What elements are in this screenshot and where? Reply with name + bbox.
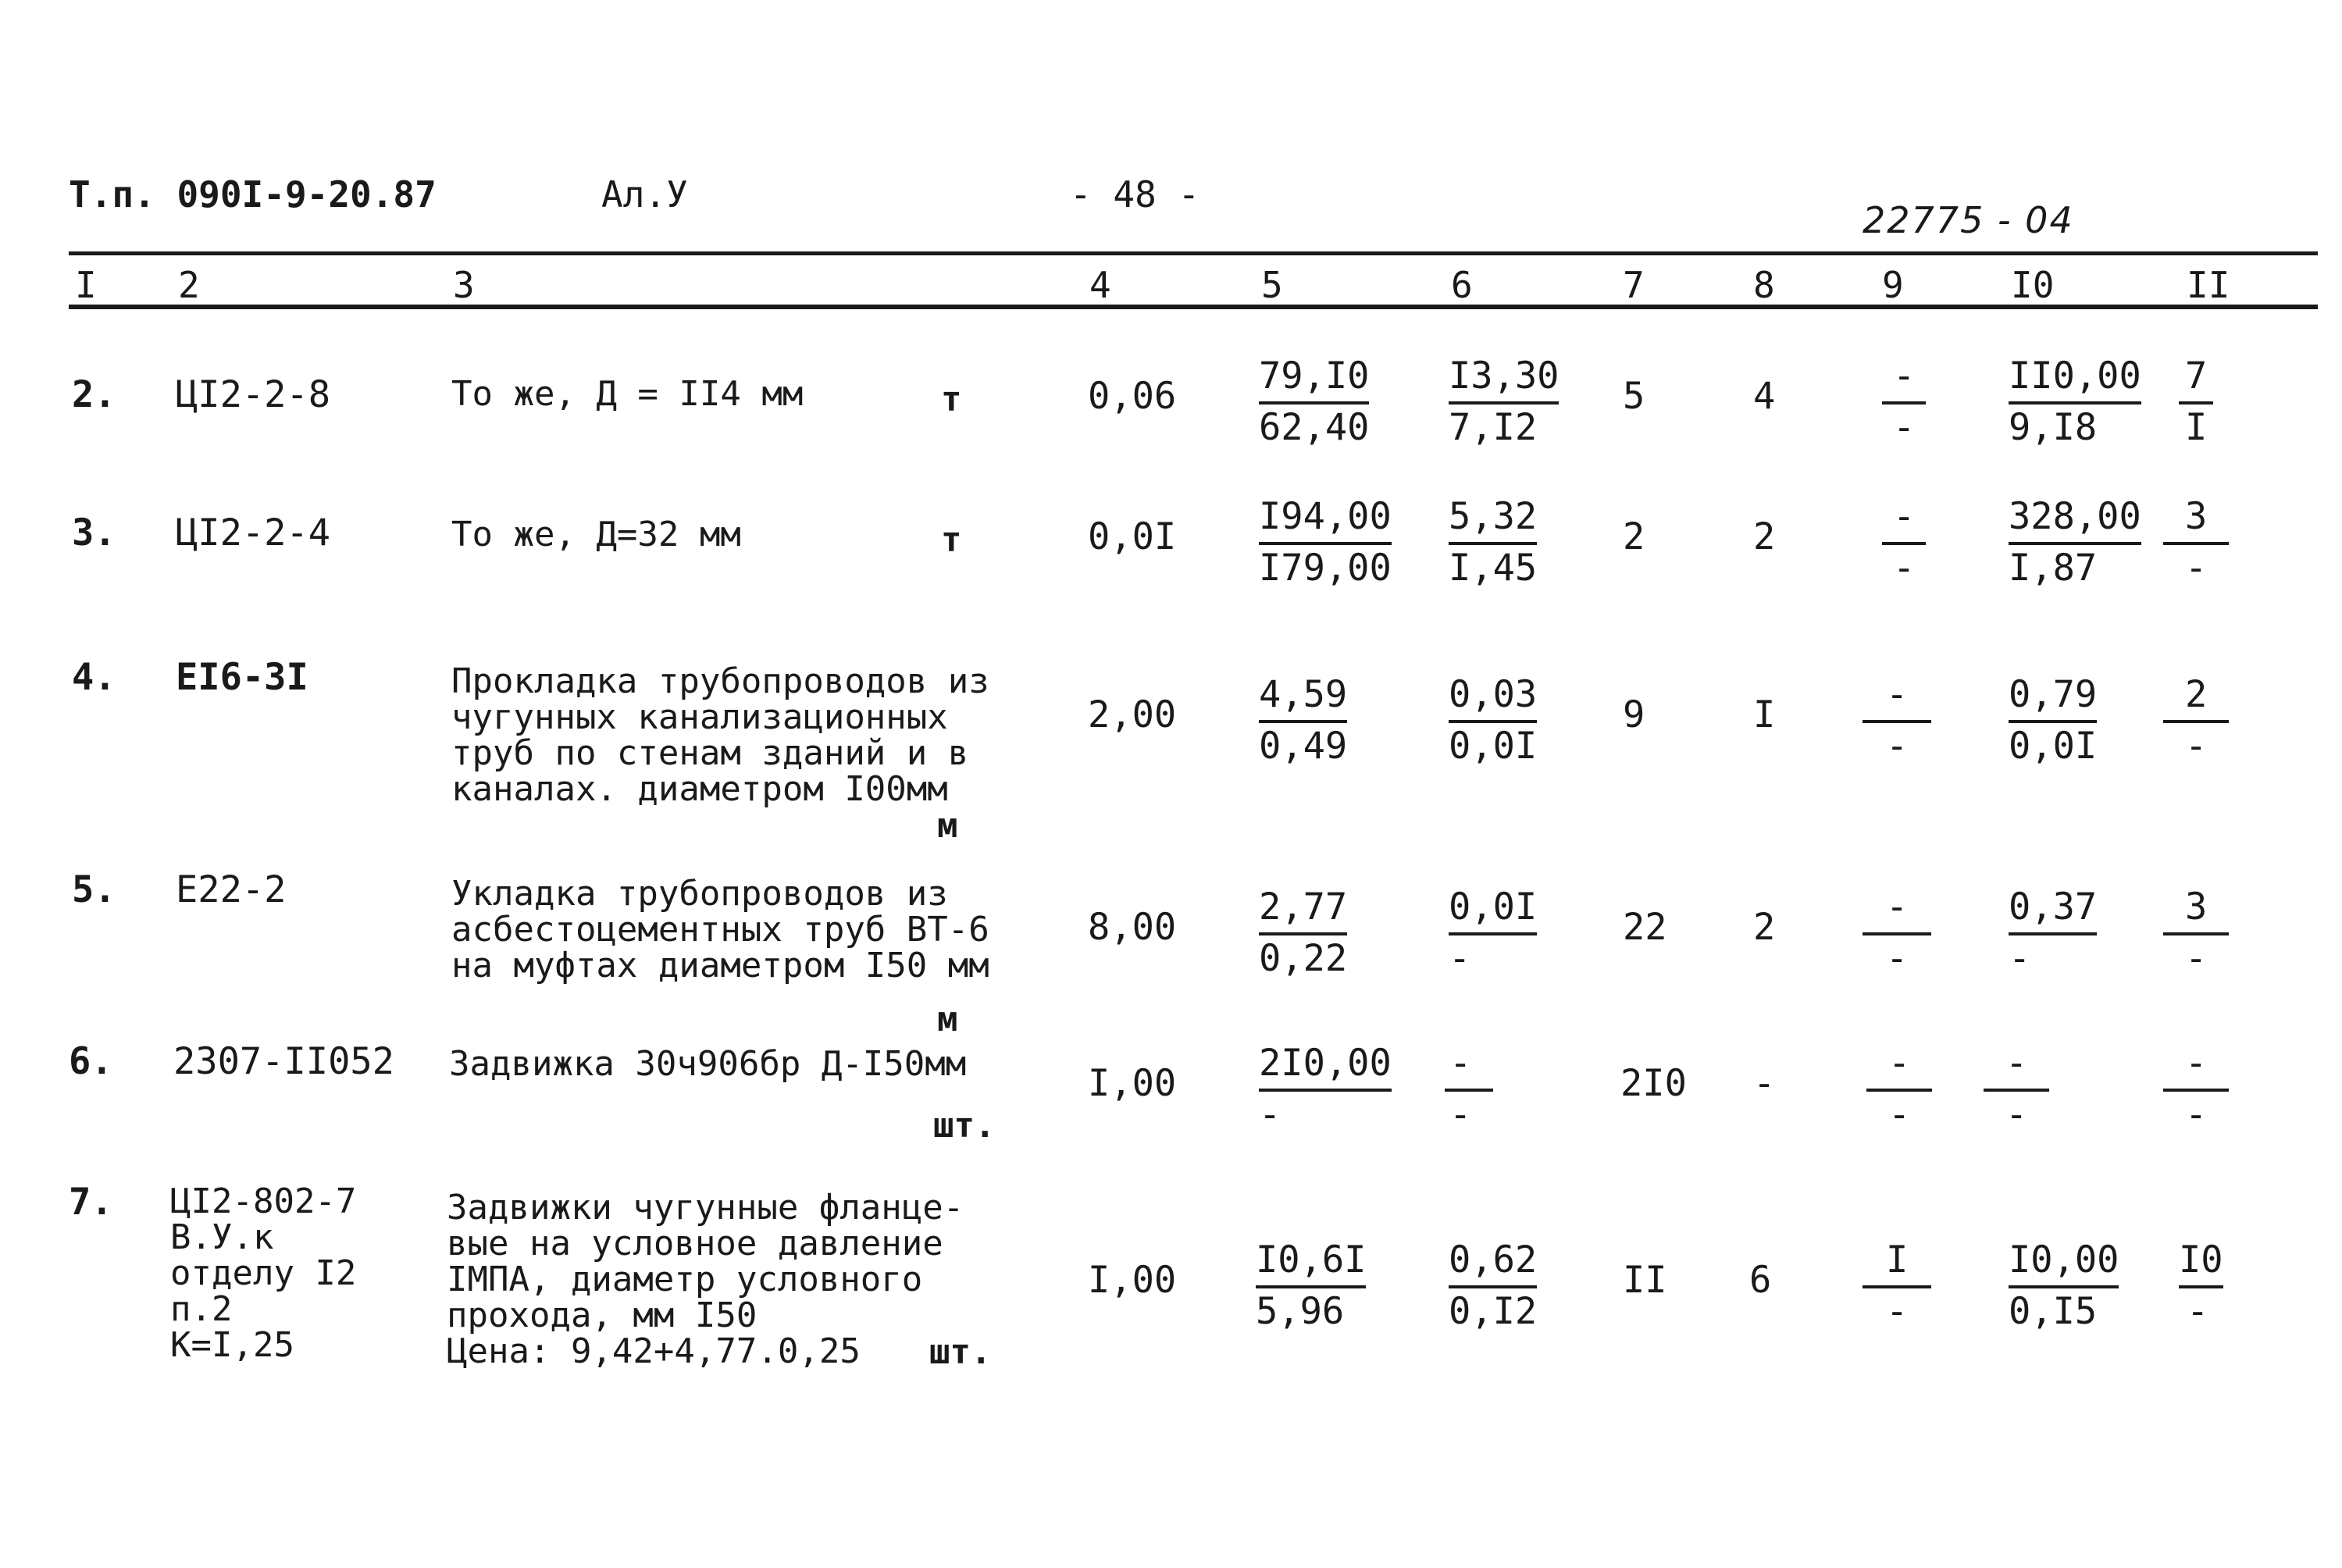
col-11-bottom: -: [2185, 1093, 2208, 1136]
col-9-top: -: [1863, 884, 1931, 935]
row-quantity: 2,00: [1088, 693, 1177, 736]
row-unit: т: [941, 520, 962, 560]
col-5-bottom: 5,96: [1256, 1290, 1345, 1333]
col-9-fraction: [1863, 672, 1931, 770]
col-11-bottom: -: [2185, 937, 2208, 980]
row-unit: м: [937, 806, 958, 846]
col-5-top: I0,6I: [1256, 1237, 1366, 1288]
col-9-top: -: [1863, 672, 1931, 723]
col-10-bottom: 0,I5: [2009, 1290, 2098, 1333]
col-9-fraction: [1866, 1040, 1932, 1139]
col-10-top: 0,37: [2009, 884, 2097, 935]
col-5-top: 2,77: [1259, 884, 1347, 935]
col-9-fraction: [1882, 494, 1926, 592]
col-7-header: 7: [1623, 264, 1645, 306]
col-11-fraction: [2163, 672, 2229, 770]
col-3-header: 3: [453, 264, 475, 306]
col-6-fraction: [1449, 1237, 1537, 1335]
col-10-header: I0: [2011, 264, 2055, 306]
col-10-top: 0,79: [2009, 672, 2097, 723]
col-6-top: -: [1445, 1040, 1493, 1092]
col-5-fraction: [1259, 494, 1392, 592]
col-6-top: 0,62: [1449, 1237, 1537, 1288]
row-unit: шт.: [933, 1106, 996, 1146]
col-6-fraction: [1449, 353, 1559, 451]
col-9-bottom: -: [1886, 937, 1909, 980]
col-7-value: 2I0: [1620, 1062, 1687, 1105]
row-code: EI6-3I: [176, 656, 308, 699]
col-10-bottom: I,87: [2009, 547, 2098, 590]
col-8-value: 4: [1753, 375, 1776, 418]
col-10-fraction: [2009, 672, 2097, 770]
col-5-top: 2I0,00: [1259, 1040, 1392, 1092]
col-11-top: 3: [2163, 884, 2229, 935]
col-11-top: 2: [2163, 672, 2229, 723]
col-10-fraction: [2009, 884, 2097, 982]
col-9-bottom: -: [1888, 1093, 1911, 1136]
row-number: 7.: [69, 1181, 113, 1224]
col-5-bottom: 0,22: [1259, 937, 1348, 980]
col-11-fraction: [2179, 1237, 2223, 1335]
col-9-bottom: -: [1886, 1290, 1909, 1333]
col-10-fraction: [2009, 353, 2141, 451]
col-9-fraction: [1882, 353, 1926, 451]
col-5-bottom: -: [1259, 1093, 1282, 1136]
archive-stamp: 22775 - 04: [1863, 199, 2074, 241]
col-6-top: 0,0I: [1449, 884, 1537, 935]
col-5-bottom: 62,40: [1259, 406, 1370, 449]
col-4-header: 4: [1089, 264, 1111, 306]
col-11-top: 3: [2163, 494, 2229, 545]
col-6-fraction: [1449, 672, 1537, 770]
row-description: Задвижки чугунные фланце- вые на условное давление IМПА, диаметр условного прохода, мм I50 Цена: 9,42+4,77.0,25: [447, 1188, 964, 1371]
row-description: Укладка трубопроводов из асбестоцементных труб ВТ-6 на муфтах диаметром I50 мм: [451, 874, 989, 985]
row-quantity: I,00: [1088, 1259, 1177, 1302]
col-11-header: II: [2187, 264, 2230, 306]
col-6-bottom: 0,0I: [1449, 725, 1538, 768]
header-bottom-rule: [69, 305, 2318, 309]
col-11-fraction: [2163, 884, 2229, 982]
col-6-bottom: 7,I2: [1449, 406, 1538, 449]
row-description: Задвижка 30ч906бр Д-I50мм: [449, 1044, 967, 1084]
col-11-bottom: -: [2185, 725, 2208, 768]
col-11-top: I0: [2179, 1237, 2223, 1288]
col-6-bottom: -: [1449, 1093, 1472, 1136]
col-9-header: 9: [1882, 264, 1904, 306]
col-6-bottom: 0,I2: [1449, 1290, 1538, 1333]
row-description: Прокладка трубопроводов из чугунных канализационных труб по стенам зданий и в каналах. диаметром I00мм: [451, 661, 989, 809]
col-11-fraction: [2179, 353, 2213, 451]
col-5-fraction: [1259, 884, 1347, 982]
col-6-top: I3,30: [1449, 353, 1559, 404]
col-11-fraction: [2163, 1040, 2229, 1139]
col-10-top: 328,00: [2009, 494, 2141, 545]
row-quantity: I,00: [1088, 1062, 1177, 1105]
row-unit: т: [941, 380, 962, 419]
col-5-fraction: [1259, 353, 1369, 451]
col-9-top: -: [1882, 353, 1926, 404]
col-10-bottom: 9,I8: [2009, 406, 2098, 449]
row-number: 3.: [72, 511, 116, 554]
doc-code: Т.п. 090I-9-20.87: [69, 173, 437, 216]
row-description: То же, Д=32 мм: [451, 515, 741, 554]
row-number: 2.: [72, 373, 116, 416]
col-9-fraction: [1863, 1237, 1931, 1335]
col-8-value: I: [1753, 693, 1776, 736]
col-9-top: I: [1863, 1237, 1931, 1288]
col-7-value: 2: [1623, 515, 1645, 558]
col-9-top: -: [1866, 1040, 1932, 1092]
row-code: ЦI2-2-8: [176, 373, 331, 416]
col-5-header: 5: [1261, 264, 1283, 306]
row-code: 2307-II052: [173, 1040, 394, 1083]
col-6-bottom: -: [1449, 937, 1471, 980]
col-8-value: -: [1753, 1062, 1776, 1105]
col-7-value: II: [1623, 1259, 1667, 1302]
col-8-value: 2: [1753, 515, 1776, 558]
col-6-fraction: [1449, 494, 1537, 592]
col-6-bottom: I,45: [1449, 547, 1538, 590]
col-6-fraction: [1449, 884, 1537, 982]
row-code: E22-2: [176, 868, 287, 911]
col-2-header: 2: [178, 264, 200, 306]
row-quantity: 0,0I: [1088, 515, 1177, 558]
col-7-value: 9: [1623, 693, 1645, 736]
row-code: ЦI2-2-4: [176, 511, 331, 554]
col-1-header: I: [75, 264, 97, 306]
col-8-header: 8: [1753, 264, 1775, 306]
col-5-top: I94,00: [1259, 494, 1392, 545]
col-11-fraction: [2163, 494, 2229, 592]
row-unit: м: [937, 1000, 958, 1039]
col-9-bottom: -: [1893, 547, 1916, 590]
row-number: 6.: [69, 1040, 113, 1083]
col-5-fraction: [1259, 1040, 1392, 1139]
col-9-top: -: [1882, 494, 1926, 545]
col-7-value: 22: [1623, 906, 1667, 949]
col-10-bottom: -: [2005, 1093, 2028, 1136]
col-10-fraction: [2009, 1237, 2119, 1335]
col-11-top: -: [2163, 1040, 2229, 1092]
col-11-bottom: -: [2185, 547, 2208, 590]
col-6-top: 0,03: [1449, 672, 1537, 723]
col-5-bottom: I79,00: [1259, 547, 1392, 590]
col-6-fraction: [1445, 1040, 1493, 1139]
row-description: То же, Д = II4 мм: [451, 374, 804, 414]
col-10-bottom: 0,0I: [2009, 725, 2098, 768]
col-10-bottom: -: [2009, 937, 2031, 980]
col-5-top: 79,I0: [1259, 353, 1369, 404]
col-10-fraction: [2009, 494, 2141, 592]
col-8-value: 6: [1749, 1259, 1772, 1302]
row-code: ЦI2-802-7 В.У.к отделу I2 п.2 К=I,25: [170, 1181, 357, 1365]
row-quantity: 8,00: [1088, 906, 1177, 949]
col-11-bottom: -: [2187, 1290, 2209, 1333]
col-8-value: 2: [1753, 906, 1776, 949]
col-9-bottom: -: [1886, 725, 1909, 768]
col-10-top: I0,00: [2009, 1237, 2119, 1288]
col-6-top: 5,32: [1449, 494, 1537, 545]
col-9-bottom: -: [1893, 406, 1916, 449]
col-11-bottom: I: [2185, 406, 2208, 449]
col-5-bottom: 0,49: [1259, 725, 1348, 768]
col-5-fraction: [1259, 672, 1347, 770]
album-label: Ал.У: [601, 173, 688, 216]
col-5-fraction: [1256, 1237, 1366, 1335]
col-10-top: -: [1984, 1040, 2049, 1092]
col-10-fraction: [1984, 1040, 2049, 1139]
page-number: - 48 -: [1070, 173, 1200, 216]
col-10-top: II0,00: [2009, 353, 2141, 404]
col-5-top: 4,59: [1259, 672, 1347, 723]
col-7-value: 5: [1623, 375, 1645, 418]
col-6-header: 6: [1451, 264, 1473, 306]
col-9-fraction: [1863, 884, 1931, 982]
row-number: 5.: [72, 868, 116, 911]
header-top-rule: [69, 251, 2318, 255]
row-quantity: 0,06: [1088, 375, 1177, 418]
col-11-top: 7: [2179, 353, 2213, 404]
row-unit: шт.: [929, 1332, 992, 1372]
row-number: 4.: [72, 656, 116, 699]
